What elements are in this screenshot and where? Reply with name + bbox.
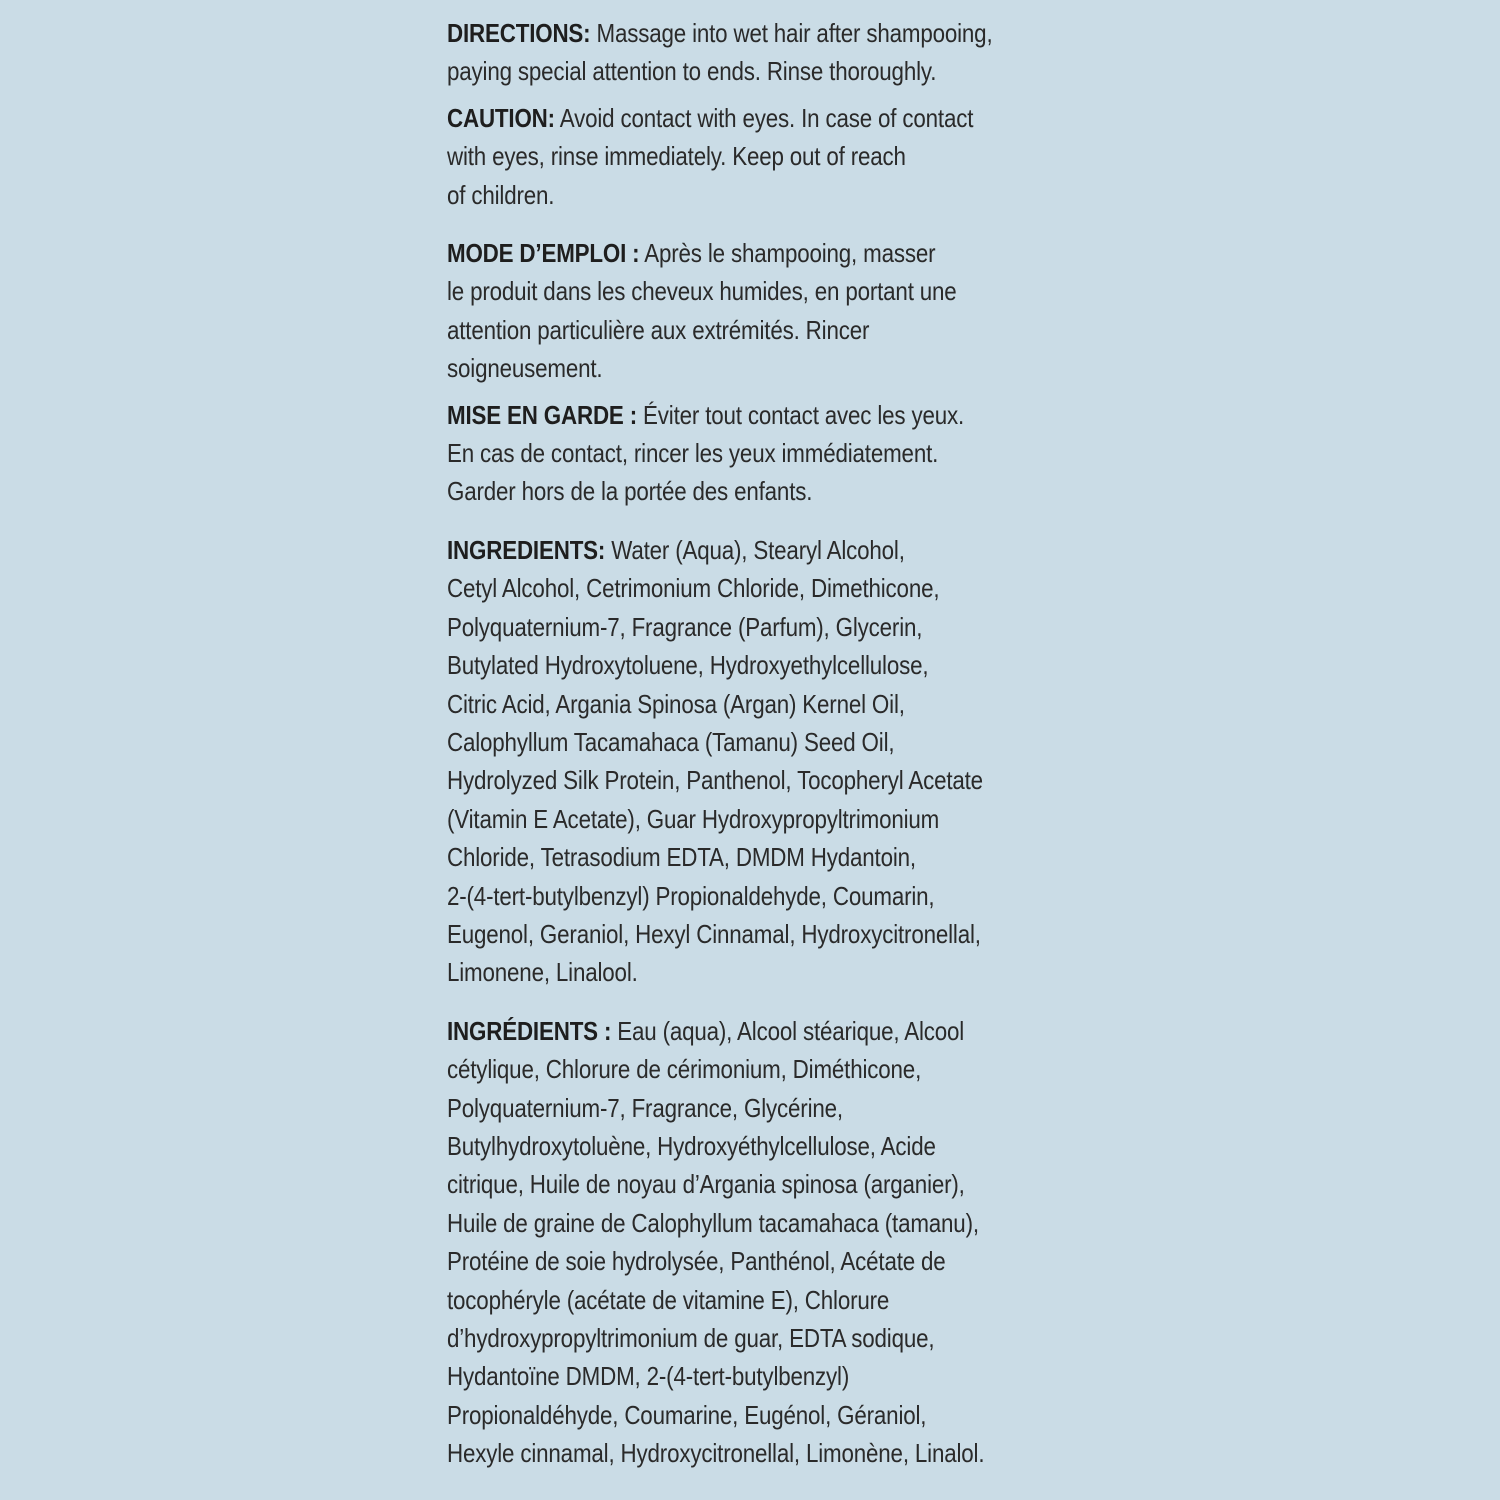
ingredients-fr-line: Propionaldéhyde, Coumarine, Eugénol, Géraniol,	[447, 1399, 927, 1430]
mise-en-garde-line: En cas de contact, rincer les yeux immédiatement.	[447, 438, 939, 469]
ingredients-en-line: Citric Acid, Argania Spinosa (Argan) Kernel Oil,	[447, 688, 905, 719]
mode-emploi-heading: MODE D’EMPLOI :	[447, 238, 640, 269]
ingredients-en-line: Eugenol, Geraniol, Hexyl Cinnamal, Hydroxycitronellal,	[447, 918, 981, 949]
caution-line: of children.	[447, 179, 555, 210]
ingredients-fr-line: Butylhydroxytoluène, Hydroxyéthylcellulose, Acide	[447, 1130, 936, 1161]
mise-en-garde-heading: MISE EN GARDE :	[447, 399, 637, 430]
ingredients-fr-line: Hexyle cinnamal, Hydroxycitronellal, Limonène, Linalol.	[447, 1438, 985, 1469]
ingredients-en-line: Chloride, Tetrasodium EDTA, DMDM Hydantoin,	[447, 842, 916, 873]
mise-en-garde-line: Éviter tout contact avec les yeux.	[636, 399, 965, 430]
mode-emploi-line: soigneusement.	[447, 353, 603, 384]
ingredients-fr-line: Huile de graine de Calophyllum tacamahaca (tamanu),	[447, 1207, 979, 1238]
ingredients-fr-line: Polyquaternium-7, Fragrance, Glycérine,	[447, 1092, 843, 1123]
ingredients-en-line: Butylated Hydroxytoluene, Hydroxyethylcellulose,	[447, 650, 929, 681]
ingredients-fr-heading: INGRÉDIENTS :	[447, 1015, 612, 1046]
caution-heading: CAUTION:	[447, 102, 555, 133]
ingredients-fr-line: tocophéryle (acétate de vitamine E), Chlorure	[447, 1284, 890, 1315]
directions-heading: DIRECTIONS:	[447, 18, 591, 48]
mode-emploi-line: Après le shampooing, masser	[639, 238, 936, 269]
mise-en-garde-line: Garder hors de la portée des enfants.	[447, 476, 813, 507]
ingredients-en-line: Polyquaternium-7, Fragrance (Parfum), Glycerin,	[447, 611, 923, 642]
directions-section	[447, 14, 1087, 91]
directions-line: paying special attention to ends. Rinse thoroughly.	[447, 56, 937, 87]
ingredients-fr-line: cétylique, Chlorure de cérimonium, Diméthicone,	[447, 1054, 922, 1085]
ingredients-en-line: Water (Aqua), Stearyl Alcohol,	[605, 534, 905, 565]
label-text-column	[447, 14, 1087, 1473]
ingredients-en-line: Hydrolyzed Silk Protein, Panthenol, Tocopheryl Acetate	[447, 765, 983, 796]
mode-emploi-line: attention particulière aux extrémités. Rincer	[447, 314, 870, 345]
caution-line: with eyes, rinse immediately. Keep out of reach	[447, 141, 906, 172]
ingredients-en-line: Calophyllum Tacamahaca (Tamanu) Seed Oil,	[447, 726, 895, 757]
caution-section	[447, 99, 1087, 214]
ingredients-en-section	[447, 531, 1087, 992]
ingredients-fr-line: Protéine de soie hydrolysée, Panthénol, Acétate de	[447, 1246, 946, 1277]
caution-line: Avoid contact with eyes. In case of contact	[554, 102, 974, 133]
ingredients-en-line: Limonene, Linalool.	[447, 957, 638, 988]
ingredients-fr-section	[447, 1012, 1087, 1473]
ingredients-en-line: 2-(4-tert-butylbenzyl) Propionaldehyde, Coumarin,	[447, 880, 935, 911]
ingredients-fr-line: citrique, Huile de noyau d’Argania spinosa (arganier),	[447, 1169, 965, 1200]
ingredients-en-heading: INGREDIENTS:	[447, 534, 606, 565]
ingredients-fr-line: Eau (aqua), Alcool stéarique, Alcool	[611, 1015, 965, 1046]
directions-line: Massage into wet hair after shampooing,	[590, 18, 993, 48]
mise-en-garde-section	[447, 396, 1087, 511]
mode-emploi-section	[447, 234, 1087, 388]
mode-emploi-line: le produit dans les cheveux humides, en portant une	[447, 276, 957, 307]
ingredients-en-line: Cetyl Alcohol, Cetrimonium Chloride, Dimethicone,	[447, 573, 940, 604]
ingredients-fr-line: Hydantoïne DMDM, 2-(4-tert-butylbenzyl)	[447, 1361, 850, 1392]
ingredients-en-line: (Vitamin E Acetate), Guar Hydroxypropyltrimonium	[447, 803, 940, 834]
ingredients-fr-line: d’hydroxypropyltrimonium de guar, EDTA sodique,	[447, 1323, 935, 1353]
